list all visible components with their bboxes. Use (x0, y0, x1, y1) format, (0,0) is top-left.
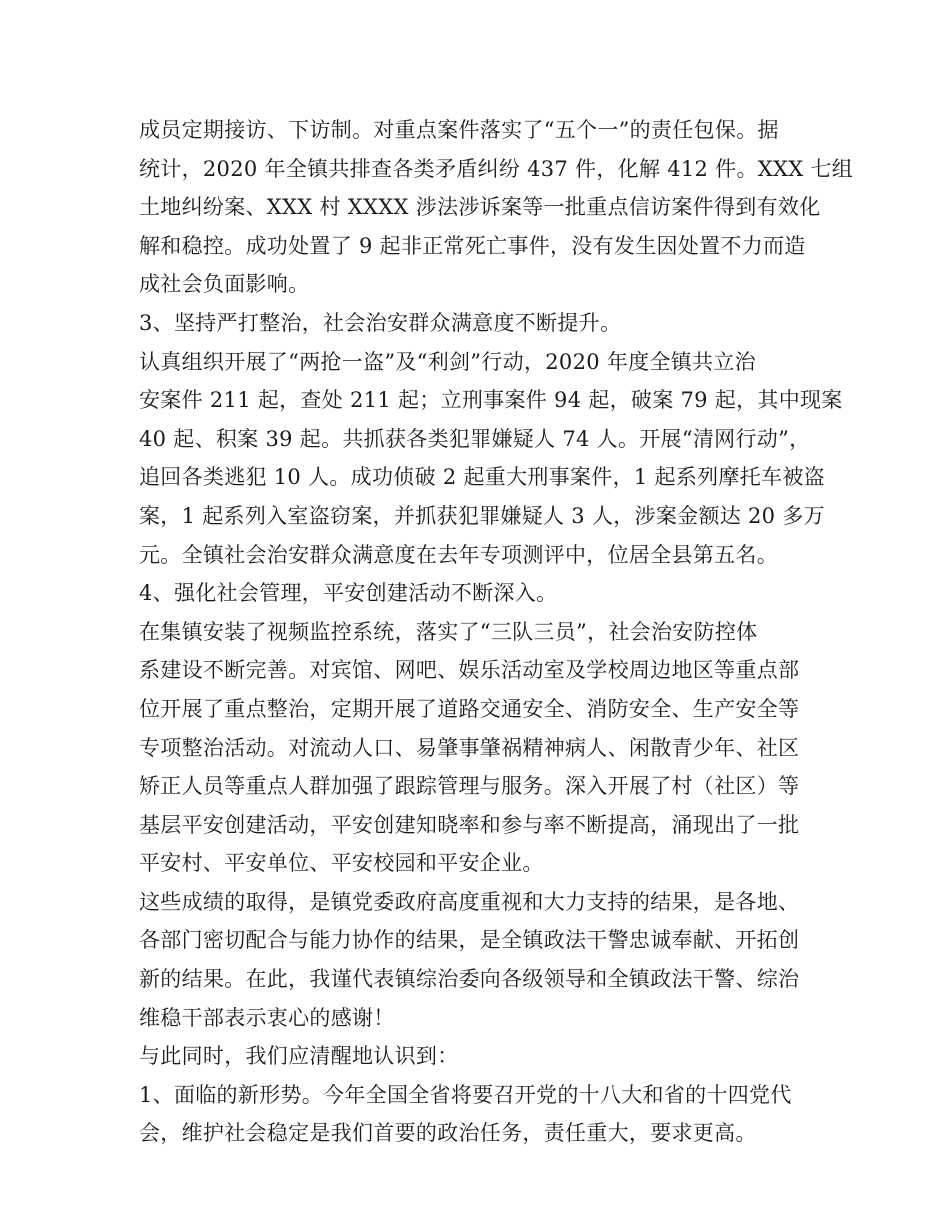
text-line: 追回各类逃犯 10 人。成功侦破 2 起重大刑事案件，1 起系列摩托车被盗 (139, 465, 825, 490)
text-line: 案，1 起系列入室盗窃案，并抓获犯罪嫌疑人 3 人，涉案金额达 20 多万 (139, 503, 825, 528)
text-line: 位开展了重点整治，定期开展了道路交通安全、消防安全、生产安全等 (139, 696, 800, 721)
text-line: 专项整治活动。对流动人口、易肇事肇祸精神病人、闲散青少年、社区 (139, 735, 800, 760)
text-line: 土地纠纷案、XXX 村 XXXX 涉法涉诉案等一批重点信访案件得到有效化 (139, 195, 821, 220)
text-line: 统计，2020 年全镇共排查各类矛盾纠纷 437 件，化解 412 件。XXX 七组 (139, 156, 854, 181)
text-line: 系建设不断完善。对宾馆、网吧、娱乐活动室及学校周边地区等重点部 (139, 658, 800, 683)
text-line: 成社会负面影响。 (139, 272, 310, 297)
text-line: 会，维护社会稳定是我们首要的政治任务，责任重大，要求更高。 (139, 1121, 757, 1146)
text-line: 安案件 211 起，查处 211 起；立刑事案件 94 起，破案 79 起，其中现案 (139, 388, 843, 413)
text-line: 成员定期接访、下访制。对重点案件落实了“五个一”的责任包保。据 (139, 118, 779, 142)
text-line: 这些成绩的取得，是镇党委政府高度重视和大力支持的结果，是各地、 (139, 889, 800, 914)
text-line: 新的结果。在此，我谨代表镇综治委向各级领导和全镇政法干警、综治 (139, 967, 800, 992)
text-line: 平安村、平安单位、平安校园和平安企业。 (139, 851, 544, 876)
text-line: 矫正人员等重点人群加强了跟踪管理与服务。深入开展了村（社区）等 (139, 774, 800, 799)
text-line: 40 起、积案 39 起。共抓获各类犯罪嫌疑人 74 人。开展“清网行动”， (139, 426, 811, 451)
text-line: 各部门密切配合与能力协作的结果，是全镇政法干警忠诚奉献、开拓创 (139, 928, 800, 953)
text-line: 1、面临的新形势。今年全国全省将要召开党的十八大和省的十四党代 (139, 1082, 792, 1107)
section-heading-3: 3、坚持严打整治，社会治安群众满意度不断提升。 (139, 310, 622, 335)
text-line: 与此同时，我们应清醒地认识到： (139, 1044, 459, 1069)
text-line: 解和稳控。成功处置了 9 起非正常死亡事件，没有发生因处置不力而造 (139, 233, 806, 258)
text-line: 基层平安创建活动，平安创建知晓率和参与率不断提高，涌现出了一批 (139, 812, 800, 837)
text-line: 认真组织开展了“两抢一盗”及“利剑”行动，2020 年度全镇共立治 (139, 349, 756, 374)
section-heading-4: 4、强化社会管理，平安创建活动不断深入。 (139, 581, 558, 606)
document-body (139, 111, 854, 1153)
text-line: 维稳干部表示衷心的感谢！ (139, 1005, 395, 1030)
text-line: 元。全镇社会治安群众满意度在去年专项测评中，位居全县第五名。 (139, 542, 778, 567)
text-line: 在集镇安装了视频监控系统，落实了“三队三员”，社会治安防控体 (139, 619, 758, 644)
